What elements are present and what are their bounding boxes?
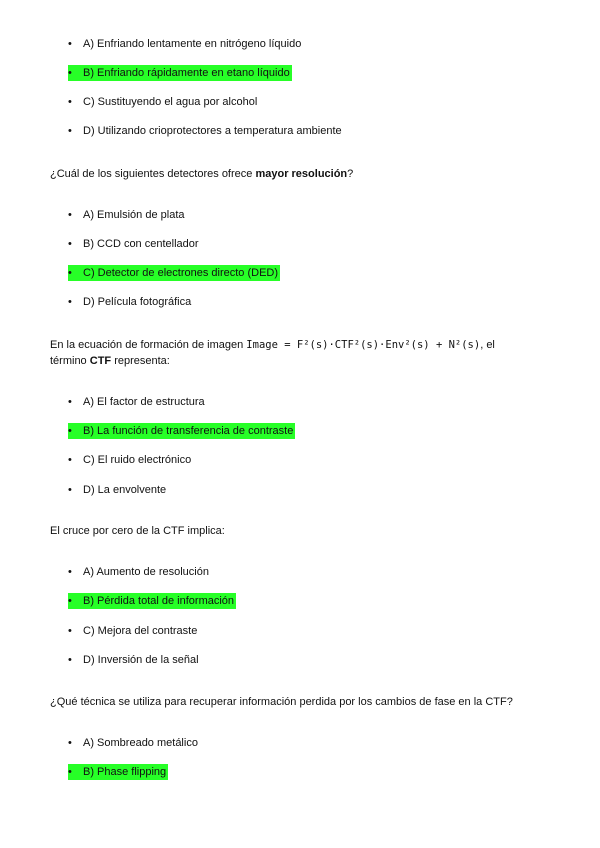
bullet-icon	[68, 564, 83, 580]
bullet-icon	[68, 652, 83, 668]
question-text: En la ecuación de formación de imagen Image = F²(s)·CTF²(s)·Env²(s) + N²(s), el	[50, 339, 495, 351]
answer-option-correct: •B) La función de transferencia de contraste	[68, 423, 295, 439]
answer-option: •D) Película fotográfica	[68, 294, 191, 310]
bullet-icon	[68, 623, 83, 639]
question-text-line2: término CTF representa:	[50, 355, 170, 367]
answer-option: •D) Inversión de la señal	[68, 652, 199, 668]
answer-option: •A) Enfriando lentamente en nitrógeno líquido	[68, 36, 301, 52]
answer-option: •A) Emulsión de plata	[68, 207, 185, 223]
bullet-icon	[68, 394, 83, 410]
answer-option-correct: •C) Detector de electrones directo (DED)	[68, 265, 280, 281]
question-text: ¿Cuál de los siguientes detectores ofrece mayor resolución?	[50, 168, 354, 180]
answer-option: •C) El ruido electrónico	[68, 452, 191, 468]
bullet-icon	[68, 123, 83, 139]
bullet-icon	[68, 94, 83, 110]
answer-option: •A) El factor de estructura	[68, 394, 205, 410]
bullet-icon	[68, 452, 83, 468]
answer-option: •A) Aumento de resolución	[68, 564, 209, 580]
question-text: El cruce por cero de la CTF implica:	[50, 525, 225, 537]
bullet-icon	[68, 36, 83, 52]
answer-option: •D) La envolvente	[68, 482, 166, 498]
bullet-icon	[68, 764, 83, 780]
bullet-icon	[68, 236, 83, 252]
answer-option: •B) CCD con centellador	[68, 236, 199, 252]
bullet-icon	[68, 593, 83, 609]
answer-option-correct: •B) Phase flipping	[68, 764, 168, 780]
answer-option: •A) Sombreado metálico	[68, 735, 198, 751]
formula: Image = F²(s)·CTF²(s)·Env²(s) + N²(s)	[246, 339, 481, 351]
bullet-icon	[68, 423, 83, 439]
answer-option: •C) Mejora del contraste	[68, 623, 197, 639]
bullet-icon	[68, 482, 83, 498]
bullet-icon	[68, 735, 83, 751]
bullet-icon	[68, 265, 83, 281]
answer-option: •D) Utilizando crioprotectores a temperatura ambiente	[68, 123, 342, 139]
question-text: ¿Qué técnica se utiliza para recuperar información perdida por los cambios de fase en la CTF?	[50, 696, 513, 708]
bullet-icon	[68, 207, 83, 223]
bullet-icon	[68, 294, 83, 310]
answer-option-correct: •B) Enfriando rápidamente en etano líquido	[68, 65, 292, 81]
bullet-icon	[68, 65, 83, 81]
answer-option-correct: •B) Pérdida total de información	[68, 593, 236, 609]
answer-option: •C) Sustituyendo el agua por alcohol	[68, 94, 257, 110]
